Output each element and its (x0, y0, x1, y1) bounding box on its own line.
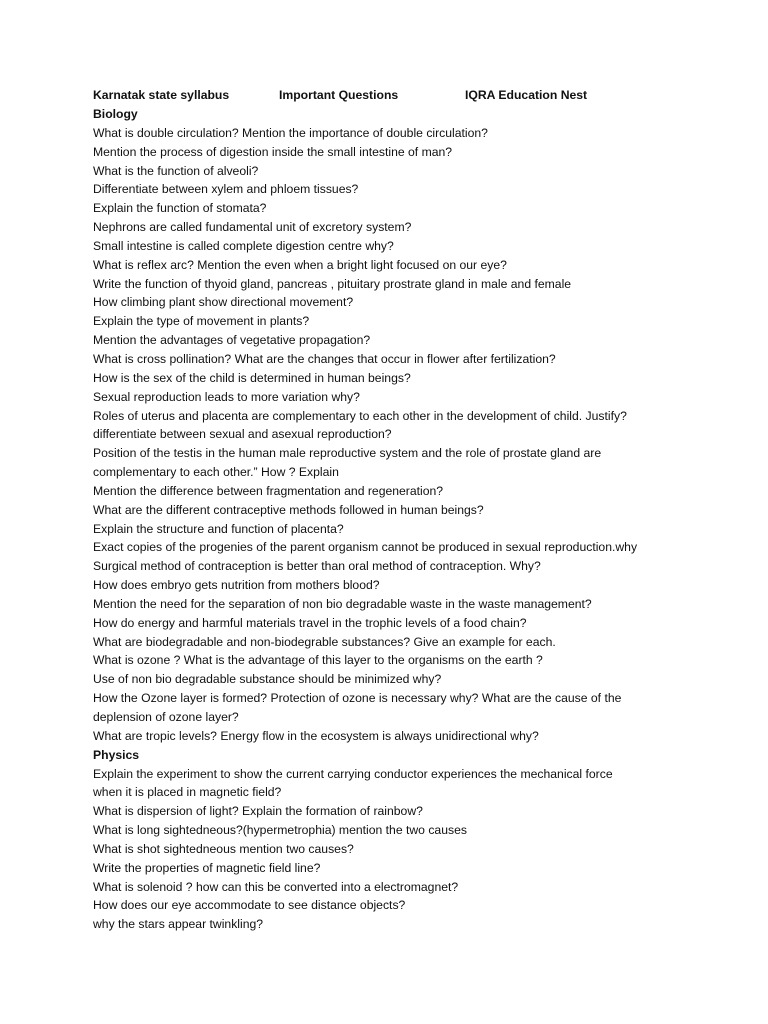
question-line: Sexual reproduction leads to more variation why? (93, 389, 360, 404)
document-page (93, 86, 733, 934)
question-line: Use of non bio degradable substance should be minimized why? (93, 672, 442, 687)
question-line: What are the different contraceptive methods followed in human beings? (93, 502, 484, 517)
question-line: What is long sightedneous?(hypermetrophia) mention the two causes (93, 823, 467, 838)
question-line: What is cross pollination? What are the changes that occur in flower after fertilization? (93, 351, 556, 366)
question-line: Explain the type of movement in plants? (93, 314, 310, 329)
question-line: How the Ozone layer is formed? Protection of ozone is necessary why? What are the cause of the (93, 691, 622, 706)
document-header (93, 86, 733, 105)
question-line: Nephrons are called fundamental unit of excretory system? (93, 220, 412, 235)
question-line: Mention the advantages of vegetative propagation? (93, 333, 371, 348)
question-line: Exact copies of the progenies of the parent organism cannot be produced in sexual reproduction.why (93, 540, 638, 555)
question-line: What is shot sightedneous mention two causes? (93, 841, 354, 856)
question-line: Differentiate between xylem and phloem tissues? (93, 182, 359, 197)
section-heading: Biology (93, 107, 138, 121)
question-line: How is the sex of the child is determined in human beings? (93, 370, 411, 385)
question-line: Mention the process of digestion inside the small intestine of man? (93, 144, 453, 159)
question-line: Surgical method of contraception is better than oral method of contraception. Why? (93, 559, 541, 574)
question-line: why the stars appear twinkling? (93, 917, 264, 932)
question-line: Explain the structure and function of placenta? (93, 521, 344, 536)
header-title: Important Questions (279, 88, 399, 102)
question-line: What is reflex arc? Mention the even when a bright light focused on our eye? (93, 257, 507, 272)
header-publisher: IQRA Education Nest (465, 88, 588, 102)
question-line: What is solenoid ? how can this be converted into a electromagnet? (93, 879, 459, 894)
section-heading: Physics (93, 747, 140, 762)
question-line: What are biodegradable and non-biodegrable substances? Give an example for each. (93, 634, 556, 649)
question-line: What is dispersion of light? Explain the formation of rainbow? (93, 804, 423, 819)
question-line: deplension of ozone layer? (93, 710, 239, 724)
question-line: Mention the need for the separation of non bio degradable waste in the waste management? (93, 596, 592, 611)
question-line: when it is placed in magnetic field? (93, 785, 282, 800)
question-line: Roles of uterus and placenta are complementary to each other in the development of child. Justify? (93, 408, 627, 423)
question-line: Explain the experiment to show the current carrying conductor experiences the mechanical force (93, 766, 613, 781)
question-line: How climbing plant show directional movement? (93, 295, 354, 310)
question-line: What is ozone ? What is the advantage of this layer to the organisms on the earth ? (93, 653, 543, 668)
question-line: How does embryo gets nutrition from mothers blood? (93, 578, 380, 593)
question-line: complementary to each other.” How ? Explain (93, 465, 339, 480)
question-line: Position of the testis in the human male reproductive system and the role of prostate gland are (93, 446, 602, 461)
question-line: What is double circulation? Mention the importance of double circulation? (93, 125, 488, 140)
question-line: How do energy and harmful materials travel in the trophic levels of a food chain? (93, 615, 527, 630)
question-line: differentiate between sexual and asexual reproduction? (93, 427, 392, 442)
question-line: Small intestine is called complete digestion centre why? (93, 238, 394, 253)
question-line: Explain the function of stomata? (93, 201, 267, 216)
question-line: What is the function of alveoli? (93, 163, 259, 178)
question-line: What are tropic levels? Energy flow in the ecosystem is always unidirectional why? (93, 728, 539, 743)
question-list (93, 105, 733, 934)
question-line: How does our eye accommodate to see distance objects? (93, 898, 406, 913)
header-syllabus: Karnatak state syllabus (93, 88, 230, 102)
question-line: Write the properties of magnetic field line? (93, 860, 321, 875)
question-line: Mention the difference between fragmentation and regeneration? (93, 483, 444, 498)
question-line: Write the function of thyoid gland, pancreas , pituitary prostrate gland in male and female (93, 276, 572, 291)
